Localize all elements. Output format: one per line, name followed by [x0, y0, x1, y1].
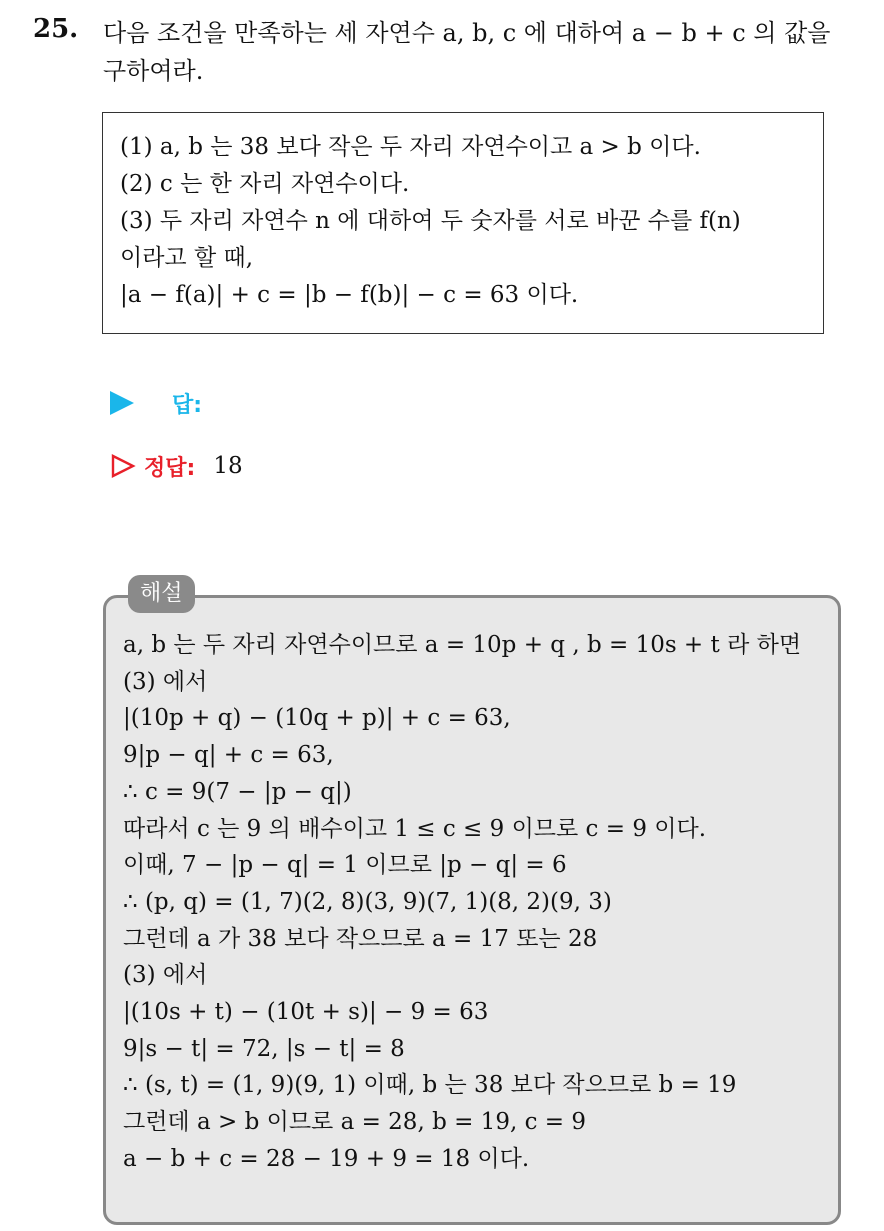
condition-line: (3) 두 자리 자연수 n 에 대하여 두 숫자를 서로 바꾼 수를 f(n): [120, 208, 741, 234]
question-number: 25.: [33, 14, 79, 44]
solution-line: 이때, 7 − |p − q| = 1 이므로 |p − q| = 6: [123, 852, 567, 879]
answer-label: 답:: [172, 392, 203, 418]
correct-answer-row: [110, 448, 243, 484]
solution-line: |(10p + q) − (10q + p)| + c = 63,: [123, 705, 511, 732]
solution-line: 그런데 a 가 38 보다 작으므로 a = 17 또는 28: [123, 925, 598, 952]
solution-line: ∴ (p, q) = (1, 7)(2, 8)(3, 9)(7, 1)(8, 2)(9, 3): [123, 888, 612, 915]
correct-answer-label: 정답:: [144, 455, 196, 481]
answer-row: [110, 385, 202, 421]
solution-line: |(10s + t) − (10t + s)| − 9 = 63: [123, 999, 489, 1026]
solution-line: ∴ c = 9(7 − |p − q|): [123, 778, 352, 805]
solution-line: 9|s − t| = 72, |s − t| = 8: [123, 1035, 405, 1062]
solution-line: (3) 에서: [123, 668, 208, 695]
solution-line: 그런데 a > b 이므로 a = 28, b = 19, c = 9: [123, 1109, 586, 1136]
correct-answer-value: 18: [213, 453, 243, 479]
solution-line: a − b + c = 28 − 19 + 9 = 18 이다.: [123, 1145, 530, 1172]
question-text-line-1: 다음 조건을 만족하는 세 자연수 a, b, c 에 대하여 a − b + c 의 값을: [103, 19, 831, 47]
conditions-box: [102, 112, 824, 334]
solution-text: [123, 627, 838, 1178]
condition-line: (1) a, b 는 38 보다 작은 두 자리 자연수이고 a > b 이다.: [120, 134, 701, 160]
solution-line: (3) 에서: [123, 962, 208, 989]
outline-triangle-icon: [110, 453, 136, 479]
condition-line: 이라고 할 때,: [120, 245, 254, 271]
question-text: [103, 14, 873, 90]
solution-line: 따라서 c 는 9 의 배수이고 1 ≤ c ≤ 9 이므로 c = 9 이다.: [123, 815, 707, 842]
solution-line: 9|p − q| + c = 63,: [123, 742, 334, 769]
solution-line: a, b 는 두 자리 자연수이므로 a = 10p + q , b = 10s + t 라 하면: [123, 632, 802, 658]
solution-line: ∴ (s, t) = (1, 9)(9, 1) 이때, b 는 38 보다 작으므로 b = 19: [123, 1072, 737, 1099]
play-triangle-icon: [110, 391, 134, 415]
question-text-line-2: 구하여라.: [103, 57, 204, 85]
solution-tag: 해설: [128, 575, 195, 613]
condition-line: |a − f(a)| + c = |b − f(b)| − c = 63 이다.: [120, 282, 579, 308]
condition-line: (2) c 는 한 자리 자연수이다.: [120, 171, 410, 197]
